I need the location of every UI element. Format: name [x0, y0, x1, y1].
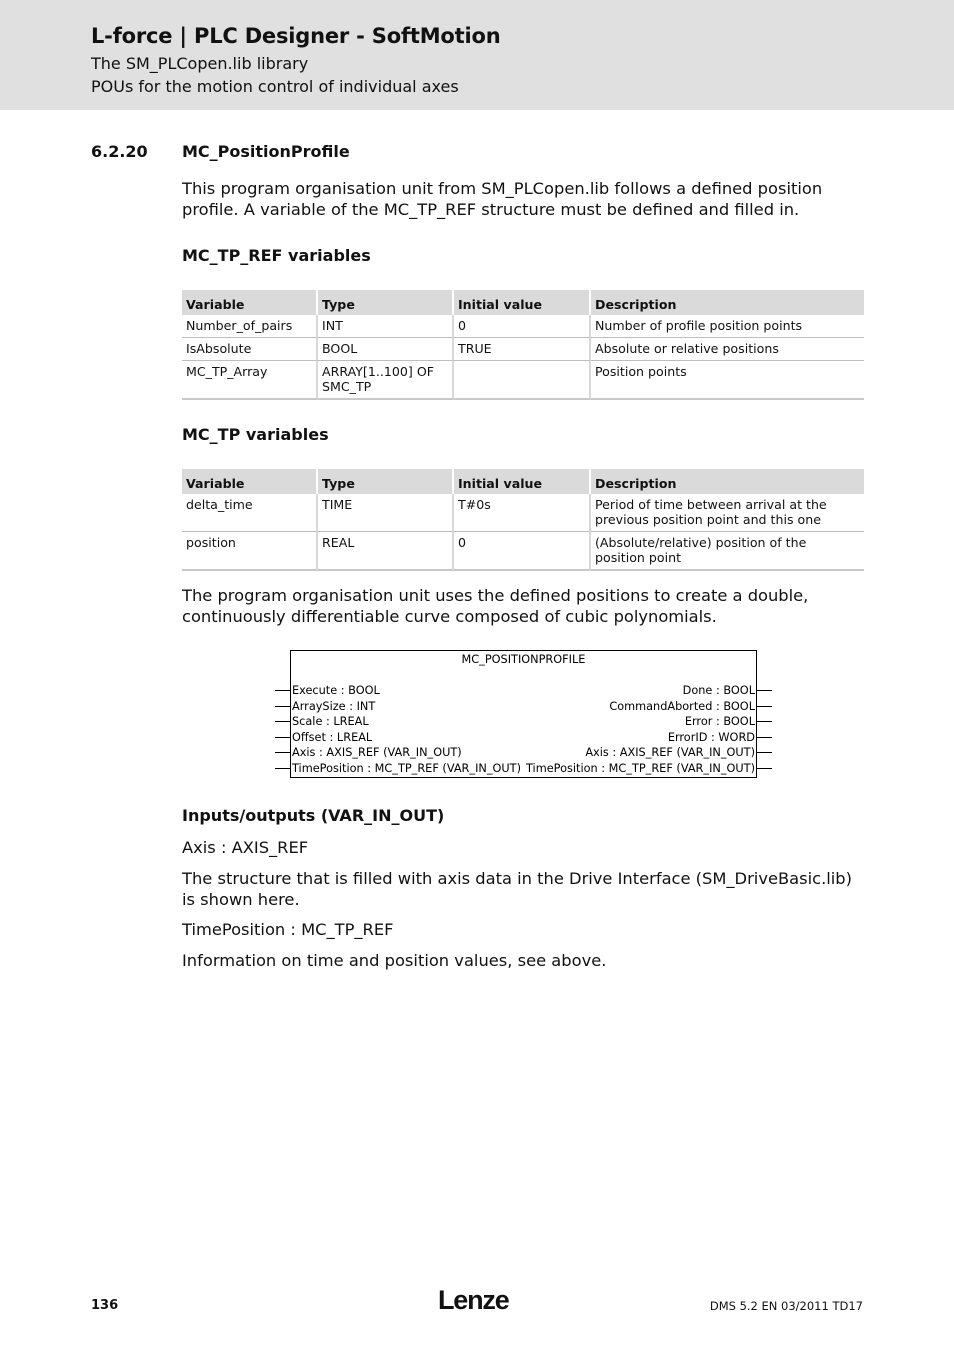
table-cell: 0 [454, 315, 591, 338]
table-cell: 0 [454, 532, 591, 571]
section-title: MC_PositionProfile [182, 142, 350, 161]
table-cell [454, 361, 591, 400]
lenze-logo-text: Lenze [438, 1286, 509, 1314]
curve-paragraph: The program organisation unit uses the defined positions to create a double, continuously differentiable curve composed of cubic polynomials. [182, 586, 809, 626]
mc-tp-ref-table [182, 290, 864, 400]
column-header: Type [318, 469, 454, 494]
table-row [182, 532, 864, 571]
timeposition-label: TimePosition : MC_TP_REF [182, 920, 394, 939]
table-cell: Period of time between arrival at the previous position point and this one [591, 494, 864, 532]
table-cell: INT [318, 315, 454, 338]
input-pin-label: TimePosition : MC_TP_REF (VAR_IN_OUT) [290, 762, 521, 775]
axis-description: The structure that is filled with axis data in the Drive Interface (SM_DriveBasic.lib) is shown here. [182, 869, 852, 909]
table2-heading: MC_TP variables [182, 425, 329, 444]
chapter-subtitle: The SM_PLCopen.lib library [91, 54, 309, 73]
table-header-row [182, 290, 864, 315]
output-pin-label: ErrorID : WORD [667, 731, 755, 744]
intro-paragraph: This program organisation unit from SM_PLCopen.lib follows a defined position profile. A variable of the MC_TP_REF structure must be defined and filled in. [182, 179, 823, 219]
output-pin-label: Error : BOOL [684, 715, 755, 728]
document-id: DMS 5.2 EN 03/2011 TD17 [709, 1299, 863, 1313]
table-cell: (Absolute/relative) position of the position point [591, 532, 864, 571]
column-header: Initial value [454, 469, 591, 494]
table-cell: Number of profile position points [591, 315, 864, 338]
function-block-diagram [275, 650, 775, 780]
input-pin-label: Scale : LREAL [292, 715, 369, 728]
column-header: Initial value [454, 290, 591, 315]
output-pin-label: CommandAborted : BOOL [609, 700, 755, 713]
table-row [182, 338, 864, 361]
table-row [182, 315, 864, 338]
table-row [182, 361, 864, 400]
axis-label: Axis : AXIS_REF [182, 838, 309, 857]
input-pin-label: ArraySize : INT [292, 700, 376, 713]
table-cell: TIME [318, 494, 454, 532]
timeposition-description: Information on time and position values, see above. [182, 951, 607, 970]
table-cell: Position points [591, 361, 864, 400]
table-cell: REAL [318, 532, 454, 571]
table-cell: position [182, 532, 318, 571]
input-pin-label: Execute : BOOL [292, 684, 380, 697]
column-header: Variable [182, 469, 318, 494]
mc-tp-table [182, 469, 864, 571]
table-header-row [182, 469, 864, 494]
section-number: 6.2.20 [91, 142, 148, 161]
output-pin-label: Axis : AXIS_REF (VAR_IN_OUT) [585, 746, 755, 759]
table-cell: delta_time [182, 494, 318, 532]
input-pin-label: Offset : LREAL [292, 731, 373, 744]
column-header: Description [591, 469, 864, 494]
table-cell: MC_TP_Array [182, 361, 318, 400]
table-cell: Absolute or relative positions [591, 338, 864, 361]
table-cell: BOOL [318, 338, 454, 361]
page-number: 136 [91, 1298, 119, 1313]
output-pin-label: Done : BOOL [682, 684, 755, 697]
table-cell: Number_of_pairs [182, 315, 318, 338]
page-header [0, 0, 954, 110]
table-cell: ARRAY[1..100] OF SMC_TP [318, 361, 454, 400]
column-header: Variable [182, 290, 318, 315]
lenze-logo [438, 1286, 518, 1314]
document-title: L-force | PLC Designer - SoftMotion [91, 24, 501, 48]
table1-heading: MC_TP_REF variables [182, 246, 371, 265]
table-cell: TRUE [454, 338, 591, 361]
column-header: Type [318, 290, 454, 315]
section-subtitle: POUs for the motion control of individual axes [91, 77, 459, 96]
column-header: Description [591, 290, 864, 315]
table-cell: T#0s [454, 494, 591, 532]
function-block-name: MC_POSITIONPROFILE [461, 653, 586, 666]
table-cell: IsAbsolute [182, 338, 318, 361]
input-pin-label: Axis : AXIS_REF (VAR_IN_OUT) [292, 746, 462, 759]
inout-heading: Inputs/outputs (VAR_IN_OUT) [182, 806, 445, 825]
output-pin-label: TimePosition : MC_TP_REF (VAR_IN_OUT) [524, 762, 755, 775]
table-row [182, 494, 864, 532]
